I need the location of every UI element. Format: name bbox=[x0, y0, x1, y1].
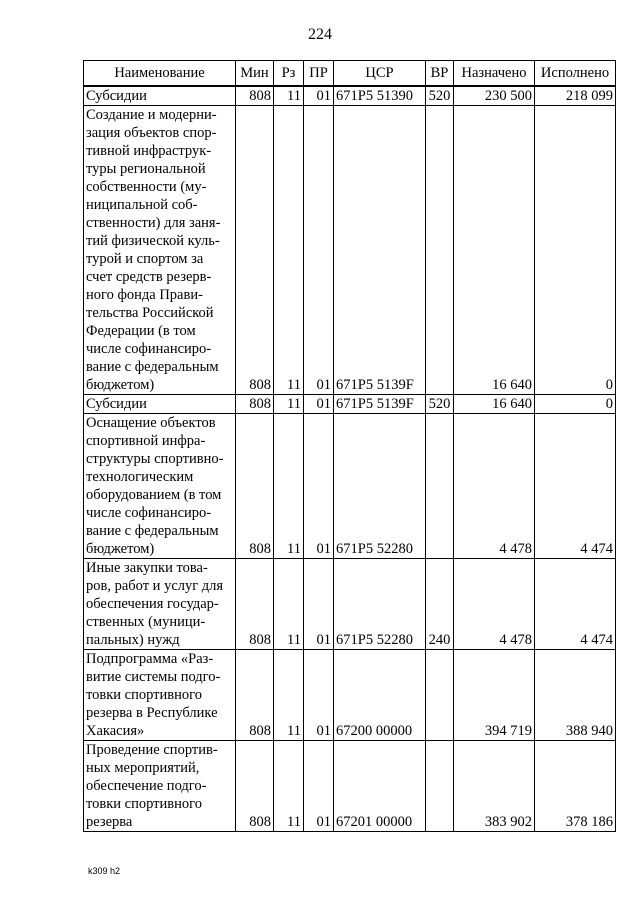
row-rz: 11 bbox=[274, 650, 304, 741]
header-executed: Исполнено bbox=[535, 61, 616, 87]
table-row bbox=[84, 106, 616, 395]
row-pr: 01 bbox=[304, 559, 334, 650]
row-vr bbox=[426, 741, 454, 832]
header-name: Наименование bbox=[84, 61, 236, 87]
row-pr: 01 bbox=[304, 395, 334, 414]
row-executed: 4 474 bbox=[535, 414, 616, 559]
page-number: 224 bbox=[308, 26, 332, 43]
header-vr: ВР bbox=[426, 61, 454, 87]
row-vr: 240 bbox=[426, 559, 454, 650]
row-min: 808 bbox=[236, 86, 274, 106]
row-rz: 11 bbox=[274, 106, 304, 395]
row-name: Субсидии bbox=[84, 395, 236, 414]
header-assigned: Назначено bbox=[454, 61, 535, 87]
header-pr: ПР bbox=[304, 61, 334, 87]
row-name: Оснащение объектов спортивной инфра- структуры спортивно- технологическим оборудованием (в том числе софинансиро- вание с федеральным бюджетом) bbox=[84, 414, 236, 559]
row-assigned: 16 640 bbox=[454, 395, 535, 414]
row-executed: 0 bbox=[535, 106, 616, 395]
table-row bbox=[84, 559, 616, 650]
row-name: Субсидии bbox=[84, 86, 236, 106]
row-assigned: 394 719 bbox=[454, 650, 535, 741]
row-csr: 67200 00000 bbox=[334, 650, 426, 741]
row-assigned: 383 902 bbox=[454, 741, 535, 832]
row-vr bbox=[426, 650, 454, 741]
table-row bbox=[84, 86, 616, 106]
row-pr: 01 bbox=[304, 106, 334, 395]
row-min: 808 bbox=[236, 395, 274, 414]
row-csr: 671P5 5139F bbox=[334, 395, 426, 414]
row-csr: 671P5 52280 bbox=[334, 414, 426, 559]
row-min: 808 bbox=[236, 106, 274, 395]
row-csr: 671P5 5139F bbox=[334, 106, 426, 395]
row-min: 808 bbox=[236, 559, 274, 650]
row-pr: 01 bbox=[304, 741, 334, 832]
row-rz: 11 bbox=[274, 414, 304, 559]
row-assigned: 16 640 bbox=[454, 106, 535, 395]
table-row bbox=[84, 741, 616, 832]
row-pr: 01 bbox=[304, 650, 334, 741]
row-pr: 01 bbox=[304, 86, 334, 106]
row-executed: 4 474 bbox=[535, 559, 616, 650]
row-rz: 11 bbox=[274, 741, 304, 832]
row-vr bbox=[426, 414, 454, 559]
row-executed: 218 099 bbox=[535, 86, 616, 106]
row-rz: 11 bbox=[274, 559, 304, 650]
row-name: Проведение спортив- ных мероприятий, обеспечение подго- товки спортивного резерва bbox=[84, 741, 236, 832]
table-row bbox=[84, 414, 616, 559]
header-csr: ЦСР bbox=[334, 61, 426, 87]
row-csr: 671P5 51390 bbox=[334, 86, 426, 106]
row-name: Иные закупки това- ров, работ и услуг для обеспечения государ- ственных (муници- пальных) нужд bbox=[84, 559, 236, 650]
row-vr: 520 bbox=[426, 86, 454, 106]
row-rz: 11 bbox=[274, 395, 304, 414]
row-vr: 520 bbox=[426, 395, 454, 414]
row-name: Создание и модерни- зация объектов спор- тивной инфраструк- туры региональной собственности (му- ниципальной соб- ственности) для заня- тий физической куль- турой и спортом за счет средств резерв- ного фонда Прави- тельства Российской Федерации (в том числе софинансиро- вание с федеральным бюджетом) bbox=[84, 106, 236, 395]
row-assigned: 4 478 bbox=[454, 559, 535, 650]
row-min: 808 bbox=[236, 741, 274, 832]
row-executed: 0 bbox=[535, 395, 616, 414]
table-header-row bbox=[84, 61, 616, 87]
row-name: Подпрограмма «Раз- витие системы подго- товки спортивного резерва в Республике Хакасия» bbox=[84, 650, 236, 741]
row-vr bbox=[426, 106, 454, 395]
row-min: 808 bbox=[236, 650, 274, 741]
row-assigned: 4 478 bbox=[454, 414, 535, 559]
row-csr: 67201 00000 bbox=[334, 741, 426, 832]
table-row bbox=[84, 395, 616, 414]
row-assigned: 230 500 bbox=[454, 86, 535, 106]
row-executed: 378 186 bbox=[535, 741, 616, 832]
table-row bbox=[84, 650, 616, 741]
budget-table bbox=[83, 60, 616, 832]
header-rz: Рз bbox=[274, 61, 304, 87]
header-min: Мин bbox=[236, 61, 274, 87]
row-pr: 01 bbox=[304, 414, 334, 559]
footer-code: k309 h2 bbox=[88, 866, 121, 876]
row-rz: 11 bbox=[274, 86, 304, 106]
row-csr: 671P5 52280 bbox=[334, 559, 426, 650]
row-min: 808 bbox=[236, 414, 274, 559]
row-executed: 388 940 bbox=[535, 650, 616, 741]
